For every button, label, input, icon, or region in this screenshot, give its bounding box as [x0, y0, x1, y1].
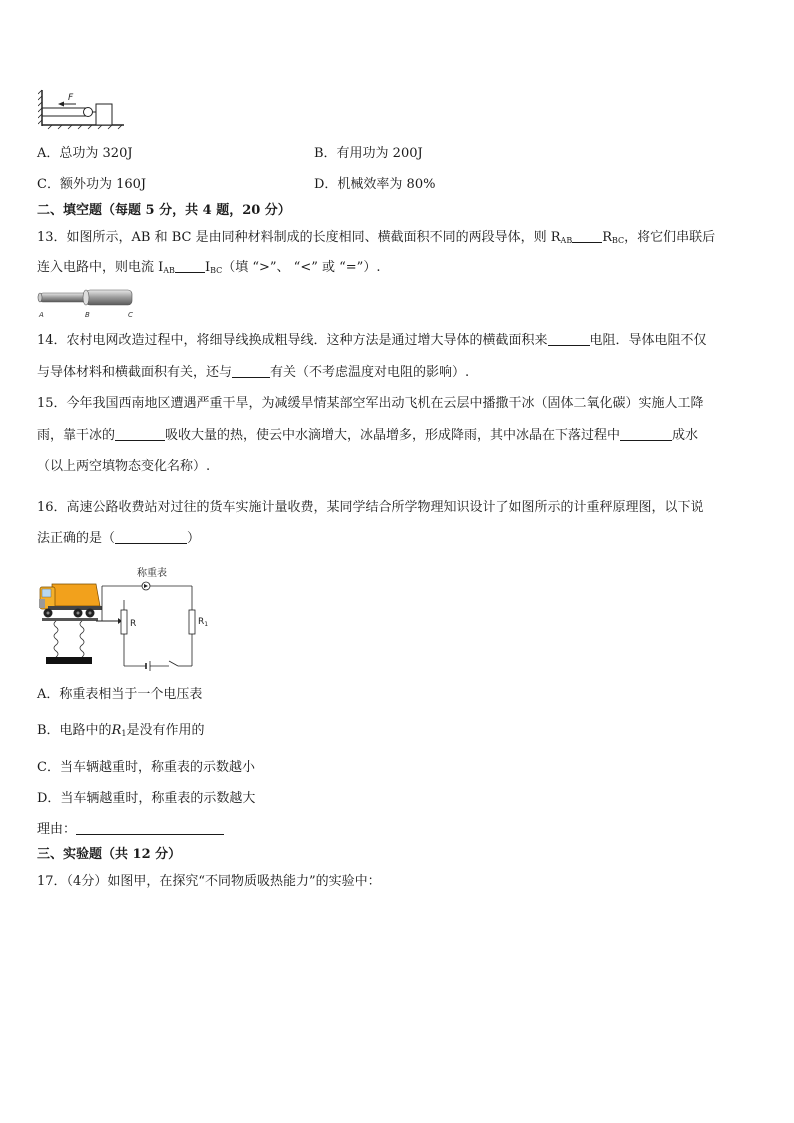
q15-blank-2	[620, 428, 672, 441]
q14-blank-1	[548, 333, 590, 346]
label-c: C	[128, 311, 133, 319]
q16-option-a: A．称重表相当于一个电压表	[37, 687, 203, 702]
conductor-figure	[36, 288, 138, 320]
q15-blank-1	[115, 428, 165, 441]
q12-option-d: D．机械效率为 80%	[314, 177, 436, 192]
truck-scale-figure	[38, 562, 210, 674]
section3-heading: 三、实验题（共 12 分）	[37, 847, 182, 862]
pulley-figure	[38, 88, 128, 130]
q13-line2: 连入电路中，则电流 $I_{AB}$ $I_{BC}$（填 “>”、 “<” 或 “=”）.	[37, 260, 381, 275]
r1-label: $R_1$	[198, 617, 209, 628]
label-a: A	[39, 311, 44, 319]
q14-blank-2	[232, 365, 270, 378]
q14-line1: 14．农村电网改造过程中，将细导线换成粗导线．这种方法是通过增大导体的横截面积来 电阻．导体电阻不仅	[37, 333, 707, 348]
q14-line2: 与导体材料和横截面积有关，还与 有关（不考虑温度对电阻的影响）.	[37, 365, 470, 380]
q16-line2: 法正确的是（ ）	[37, 531, 201, 546]
q15-line2: 雨，靠干冰的 吸收大量的热，使云中水滴增大，冰晶增多，形成降雨，其中冰晶在下落过程中 成水	[37, 428, 699, 443]
meter-label: 称重表	[137, 568, 167, 579]
q15-line3: （以上两空填物态变化名称）.	[37, 459, 211, 474]
q16-option-b: B．电路中的$R_1$是没有作用的	[37, 723, 205, 738]
q13-blank-1	[572, 230, 602, 243]
q12-option-c: C．额外功为 160J	[37, 177, 147, 192]
q16-answer-blank	[115, 531, 187, 544]
label-b: B	[85, 311, 90, 319]
q12-option-a: A．总功为 320J	[37, 146, 133, 161]
q13-blank-2	[175, 260, 205, 273]
q13-line1: 13．如图所示，AB 和 BC 是由同种材料制成的长度相同、横截面积不同的两段导体，则 $R_{AB}$ $R_{BC}$，将它们串联后	[37, 230, 716, 245]
q12-option-b: B．有用功为 200J	[314, 146, 423, 161]
force-label: F	[68, 93, 74, 103]
q16-option-c: C．当车辆越重时，称重表的示数越小	[37, 760, 255, 775]
q17-text: 17．（4分）如图甲，在探究“不同物质吸热能力”的实验中：	[37, 874, 381, 889]
r-label: R	[130, 619, 137, 629]
section2-heading: 二、填空题（每题 5 分，共 4 题，20 分）	[37, 203, 291, 218]
q16-reason-blank	[76, 822, 224, 835]
q16-line1: 16．高速公路收费站对过往的货车实施计量收费，某同学结合所学物理知识设计了如图所示的计重秤原理图，以下说	[37, 500, 704, 515]
q15-line1: 15．今年我国西南地区遭遇严重干旱，为减缓旱情某部空军出动飞机在云层中播撒干冰（固体二氧化碳）实施人工降	[37, 396, 704, 411]
q16-option-d: D．当车辆越重时，称重表的示数越大	[37, 791, 256, 806]
q16-reason: 理由：	[37, 821, 224, 839]
